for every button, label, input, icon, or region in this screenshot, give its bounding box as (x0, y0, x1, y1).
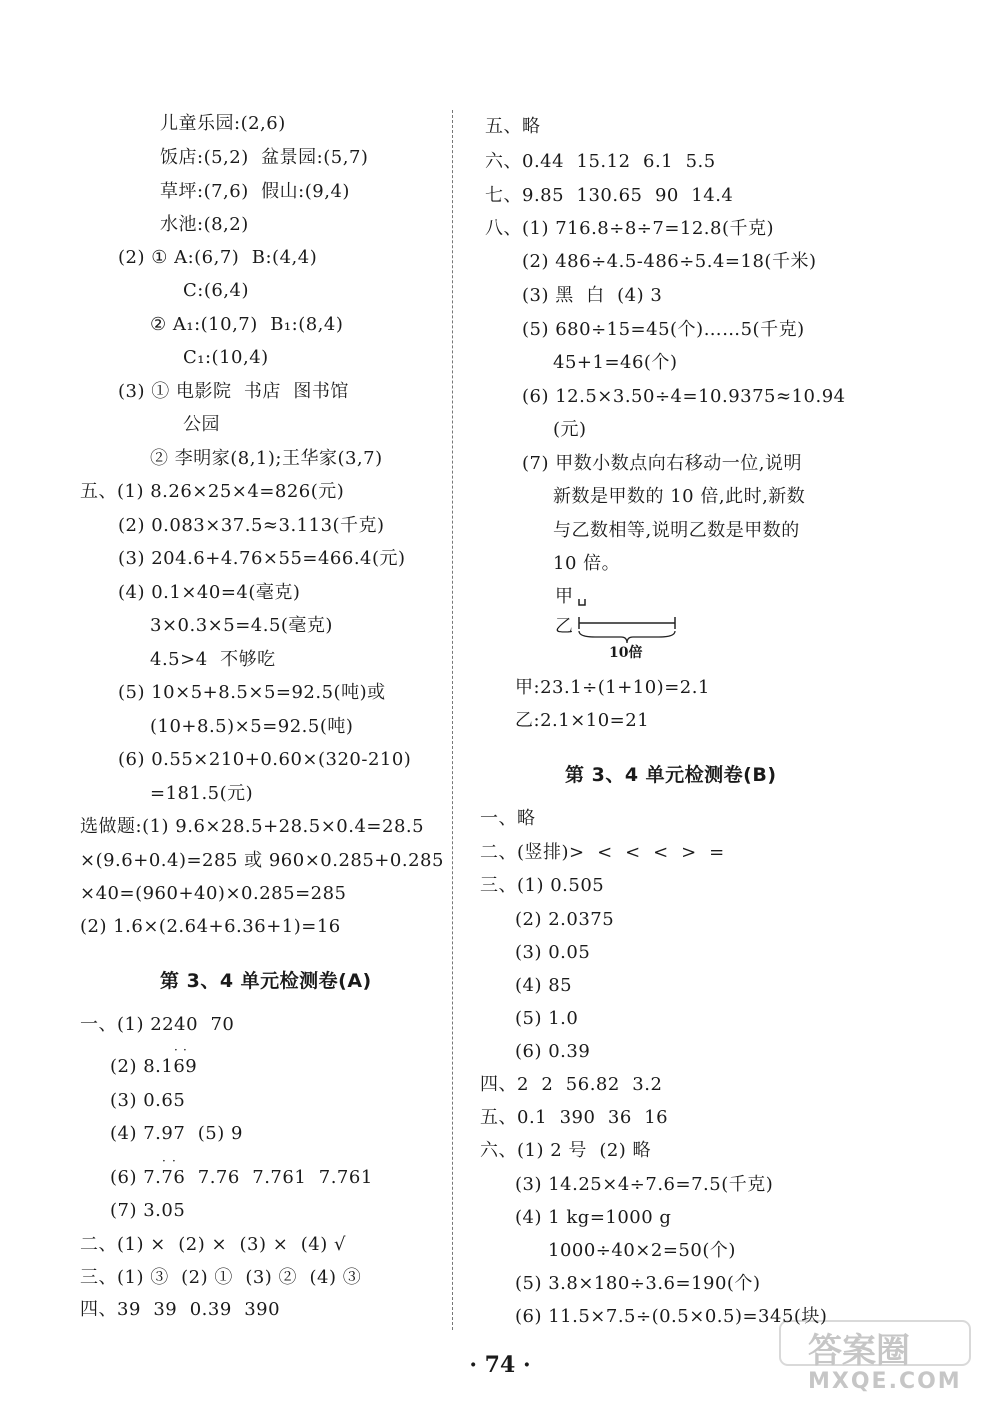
right-answer-line: 四、2 2 56.82 3.2 (480, 1074, 663, 1095)
right-answer-line: 八、(1) 716.8÷8÷7=12.8(千克) (485, 218, 775, 239)
left-answer-line: (2) ① A:(6,7) B:(4,4) (118, 247, 318, 268)
repeat-dot: · (183, 1043, 187, 1057)
column-divider (452, 110, 453, 1330)
right-answer-line: (4) 85 (515, 975, 573, 996)
left-answer-line: 四、39 39 0.39 390 (80, 1299, 281, 1320)
repeat-dot: · (162, 1154, 166, 1168)
page-number: · 74 · (469, 1352, 531, 1378)
yi-label: 乙 (555, 616, 574, 637)
left-answer-line: 公园 (183, 414, 220, 435)
left-answer-line: (7) 3.05 (110, 1200, 186, 1221)
left-answer-line: C₁:(10,4) (183, 347, 269, 368)
right-answer-line: (2) 2.0375 (515, 909, 615, 930)
right-answer-line: (元) (553, 419, 587, 440)
segment-diagram (555, 585, 695, 665)
left-answer-line: 五、(1) 8.26×25×4=826(元) (80, 481, 345, 502)
left-answer-line: ② A₁:(10,7) B₁:(8,4) (150, 314, 344, 335)
right-answer-line: 45+1=46(个) (553, 352, 678, 373)
right-answer-line: 二、(竖排)> < < < > = (480, 842, 725, 863)
left-answer-line: (6) 0.55×210+0.60×(320-210) (118, 749, 412, 770)
right-answer-line: 一、略 (480, 808, 536, 829)
left-answer-line: 4.5>4 不够吃 (150, 649, 276, 670)
repeat-dot: · (174, 1043, 178, 1057)
right-answer-line: 五、0.1 390 36 16 (480, 1107, 669, 1128)
section-heading-a: 第 3、4 单元检测卷(A) (160, 970, 372, 992)
left-answer-line: (2) 0.083×37.5≈3.113(千克) (118, 515, 385, 536)
left-answer-line: 二、(1) × (2) × (3) × (4) √ (80, 1234, 346, 1255)
watermark-url: MXQE.COM (808, 1369, 962, 1394)
left-answer-line: 3×0.3×5=4.5(毫克) (150, 615, 333, 636)
right-answer-line: 三、(1) 0.505 (480, 875, 605, 896)
right-answer-line: 新数是甲数的 10 倍,此时,新数 (553, 486, 806, 507)
right-answer-line: (3) 黑 白 (4) 3 (522, 285, 663, 306)
left-answer-line: 水池:(8,2) (160, 214, 249, 235)
right-answer-line: 甲:23.1÷(1+10)=2.1 (515, 677, 710, 698)
right-answer-line: 1000÷40×2=50(个) (548, 1240, 736, 1261)
left-answer-line: (4) 7.97 (5) 9 (110, 1123, 243, 1144)
right-answer-line: 七、9.85 130.65 90 14.4 (485, 185, 734, 206)
left-answer-line: 儿童乐园:(2,6) (160, 113, 286, 134)
watermark-logo (778, 1317, 978, 1397)
right-answer-line: (3) 0.05 (515, 942, 591, 963)
right-answer-line: 六、0.44 15.12 6.1 5.5 (485, 151, 716, 172)
right-answer-line: (5) 680÷15=45(个)……5(千克) (522, 319, 805, 340)
right-answer-line: (6) 0.39 (515, 1041, 591, 1062)
left-answer-line: (10+8.5)×5=92.5(吨) (150, 716, 354, 737)
right-answer-line: 六、(1) 2 号 (2) 略 (480, 1140, 652, 1161)
left-answer-line: (3) 0.65 (110, 1090, 186, 1111)
left-answer-line: (2) 1.6×(2.64+6.36+1)=16 (80, 916, 341, 937)
section-heading-b: 第 3、4 单元检测卷(B) (565, 764, 777, 786)
left-answer-line: ② 李明家(8,1);王华家(3,7) (150, 448, 383, 469)
left-answer-line: 选做题:(1) 9.6×28.5+28.5×0.4=28.5 (80, 816, 425, 837)
left-answer-line: =181.5(元) (150, 783, 254, 804)
repeat-dot: · (172, 1154, 176, 1168)
right-answer-line: (2) 486÷4.5-486÷5.4=18(千米) (522, 251, 817, 272)
left-answer-line: (3) ① 电影院 书店 图书馆 (118, 381, 349, 402)
left-answer-line: C:(6,4) (183, 280, 250, 301)
right-answer-line: 与乙数相等,说明乙数是甲数的 (553, 520, 800, 541)
left-answer-line: 一、(1) 2240 70 (80, 1014, 235, 1035)
right-answer-line: (5) 3.8×180÷3.6=190(个) (515, 1273, 761, 1294)
jia-label: 甲 (555, 586, 574, 607)
right-answer-line: (7) 甲数小数点向右移动一位,说明 (522, 453, 802, 474)
right-answer-line: 乙:2.1×10=21 (515, 710, 650, 731)
right-answer-line: 10 倍。 (553, 553, 621, 574)
left-answer-line: 三、(1) ③ (2) ① (3) ② (4) ③ (80, 1267, 362, 1288)
left-answer-line: 草坪:(7,6) 假山:(9,4) (160, 181, 350, 202)
left-answer-line: ×40=(960+40)×0.285=285 (80, 883, 347, 904)
left-answer-line: (4) 0.1×40=4(毫克) (118, 582, 301, 603)
watermark-logo-text: 答案圈 (808, 1331, 910, 1371)
left-answer-line: (6) 7.76 7.76 7.761 7.761 (110, 1167, 373, 1188)
left-answer-line: (5) 10×5+8.5×5=92.5(吨)或 (118, 682, 386, 703)
ten-times-label: 10倍 (609, 645, 643, 661)
left-answer-line: (3) 204.6+4.76×55=466.4(元) (118, 548, 406, 569)
right-answer-line: (6) 11.5×7.5÷(0.5×0.5)=345(块) (515, 1306, 828, 1327)
right-answer-line: (3) 14.25×4÷7.6=7.5(千克) (515, 1174, 774, 1195)
left-answer-line: ×(9.6+0.4)=285 或 960×0.285+0.285 (80, 850, 444, 871)
left-answer-line: 饭店:(5,2) 盆景园:(5,7) (160, 147, 369, 168)
right-answer-line: (6) 12.5×3.50÷4=10.9375≈10.94 (522, 386, 846, 407)
right-answer-line: (5) 1.0 (515, 1008, 579, 1029)
left-answer-line: (2) 8.169 (110, 1056, 198, 1077)
right-answer-line: 五、略 (485, 116, 541, 137)
right-answer-line: (4) 1 kg=1000 g (515, 1207, 672, 1228)
